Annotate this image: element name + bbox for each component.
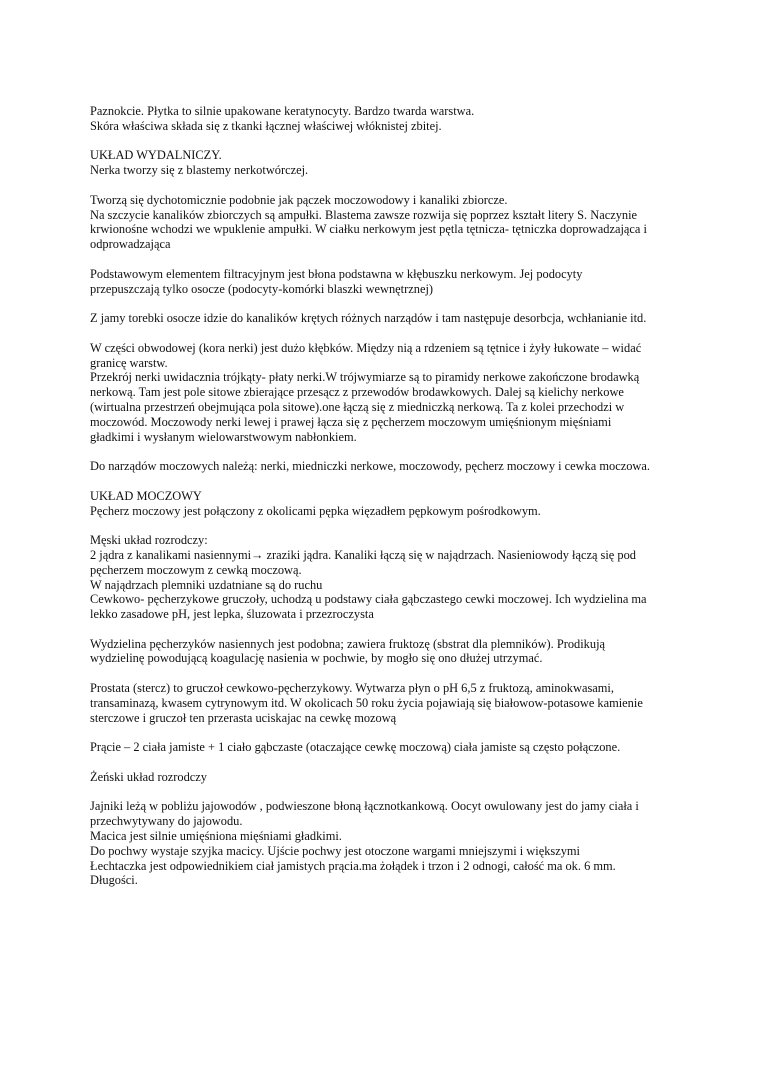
paragraph: [90, 311, 680, 326]
text-line: Nerka tworzy się z blastemy nerkotwórczej.: [90, 163, 309, 178]
text-line: Prostata (stercz) to gruczoł cewkowo-pęcherzykowy. Wytwarza płyn o pH 6,5 z fruktozą, aminokwasami,: [90, 681, 614, 696]
text-line: W najądrzach plemniki uzdatniane są do ruchu: [90, 577, 323, 592]
text-line: Przekrój nerki uwidacznia trójkąty- płaty nerki.W trójwymiarze są to piramidy nerkowe zakończone brodawką: [90, 370, 640, 385]
text-line: Łechtaczka jest odpowiednikiem ciał jamistych prącia.ma żołądek i trzon i 2 odnogi, całość ma ok. 6 mm.: [90, 858, 616, 873]
paragraph: [90, 459, 680, 474]
text-line: Na szczycie kanalików zbiorczych są ampułki. Blastema zawsze rozwija się poprzez kształt litery S. Naczynie: [90, 207, 638, 222]
paragraph: [90, 637, 680, 667]
paragraph: [90, 267, 680, 297]
section-heading: Żeński układ rozrodczy: [90, 769, 207, 784]
text-line: krwionośne wchodzi we wpuklenie ampułki. W ciałku nerkowym jest pętla tętnicza- tętniczka doprowadzająca i: [90, 222, 647, 237]
paragraph: [90, 681, 680, 725]
paragraph: [90, 740, 680, 755]
text-line: Tworzą się dychotomicznie podobnie jak pączek moczowodowy i kanaliki zbiorcze.: [90, 192, 508, 207]
text-line: W części obwodowej (kora nerki) jest dużo kłębków. Między nią a rdzeniem są tętnice i żyły łukowate – widać: [90, 340, 642, 355]
text-line: (wirtualna przestrzeń obejmująca pola sitowe).one łączą się z miedniczką nerkową. Ta z kolei przechodzi w: [90, 399, 625, 414]
paragraph: [90, 193, 680, 252]
section-heading: UKŁAD MOCZOWY: [90, 488, 202, 503]
paragraph: [90, 770, 680, 785]
text-line: 2 jądra z kanalikami nasiennymi→ zraziki jądra. Kanaliki łączą się w najądrzach. Nasieniowody łączą się pod: [90, 547, 636, 562]
text-line: Macica jest silnie umięśniona mięśniami gładkimi.: [90, 829, 342, 844]
text-line: wydzielinę powodującą koagulację nasienia w pochwie, by mogło się ono dłużej utrzymać.: [90, 651, 543, 666]
text-line: pęcherzem moczowym z cewką moczową.: [90, 562, 302, 577]
text-line: Paznokcie. Płytka to silnie upakowane keratynocyty. Bardzo twarda warstwa.: [90, 104, 475, 118]
text-line: nerkową. Tam jest pole sitowe zbierające przesącz z przewodów brodawkowych. Dalej są kielichy nerkowe: [90, 385, 624, 400]
paragraph: [90, 489, 680, 519]
section-heading: UKŁAD WYDALNICZY.: [90, 148, 222, 163]
text-line: gładkimi i wysłanym wielowarstwowym nabłonkiem.: [90, 429, 357, 444]
text-line: Pęcherz moczowy jest połączony z okolicami pępka więzadłem pępkowym pośrodkowym.: [90, 503, 541, 518]
text-line: przepuszczają tylko osocze (podocyty-komórki blaszki wewnętrznej): [90, 281, 434, 296]
paragraph: [90, 799, 680, 888]
section-heading: Męski układ rozrodczy:: [90, 533, 208, 548]
text-line: Podstawowym elementem filtracyjnym jest błona podstawna w kłębuszku nerkowym. Jej podocyty: [90, 266, 583, 281]
paragraph: [90, 148, 680, 178]
text-line: lekko zasadowe pH, jest lepka, śluzowata i przezroczysta: [90, 607, 374, 622]
text-line: Skóra właściwa składa się z tkanki łącznej właściwej włóknistej zbitej.: [90, 118, 442, 133]
text-line: przechwytywany do jajowodu.: [90, 814, 243, 829]
text-line: Długości.: [90, 873, 138, 888]
paragraph: [90, 341, 680, 445]
text-line: Z jamy torebki osocze idzie do kanalików krętych różnych narządów i tam następuje desorbcja, wchłanianie itd.: [90, 311, 647, 326]
text-line: odprowadzająca: [90, 237, 171, 252]
text-line: Cewkowo- pęcherzykowe gruczoły, uchodzą u podstawy ciała gąbczastego cewki moczowej. Ich wydzielina ma: [90, 592, 647, 607]
text-line: Jajniki leżą w pobliżu jajowodów , podwieszone błoną łącznotkankową. Oocyt owulowany jest do jamy ciała i: [90, 799, 639, 814]
paragraph: [90, 104, 680, 134]
text-line: sterczowe i gruczoł ten przerasta uciskajac na cewkę mozową: [90, 710, 397, 725]
text-line: Wydzielina pęcherzyków nasiennych jest podobna; zawiera fruktozę (sbstrat dla plemników). Prodikują: [90, 636, 606, 651]
paragraph: [90, 533, 680, 622]
text-line: granicę warstw.: [90, 355, 168, 370]
text-line: transaminazą, kwasem cytrynowym itd. W okolicach 50 roku życia pojawiają się białowow-potasowe kamienie: [90, 695, 643, 710]
text-line: Prącie – 2 ciała jamiste + 1 ciało gąbczaste (otaczające cewkę moczową) ciała jamiste są często połączone.: [90, 740, 621, 755]
text-line: Do pochwy wystaje szyjka macicy. Ujście pochwy jest otoczone wargami mniejszymi i większymi: [90, 843, 580, 858]
text-line: Do narządów moczowych należą: nerki, miedniczki nerkowe, moczowody, pęcherz moczowy i cewka moczowa.: [90, 459, 650, 474]
text-line: moczowód. Moczowody nerki lewej i prawej łącza się z pęcherzem moczowym umięśnionym mięśniami: [90, 414, 612, 429]
